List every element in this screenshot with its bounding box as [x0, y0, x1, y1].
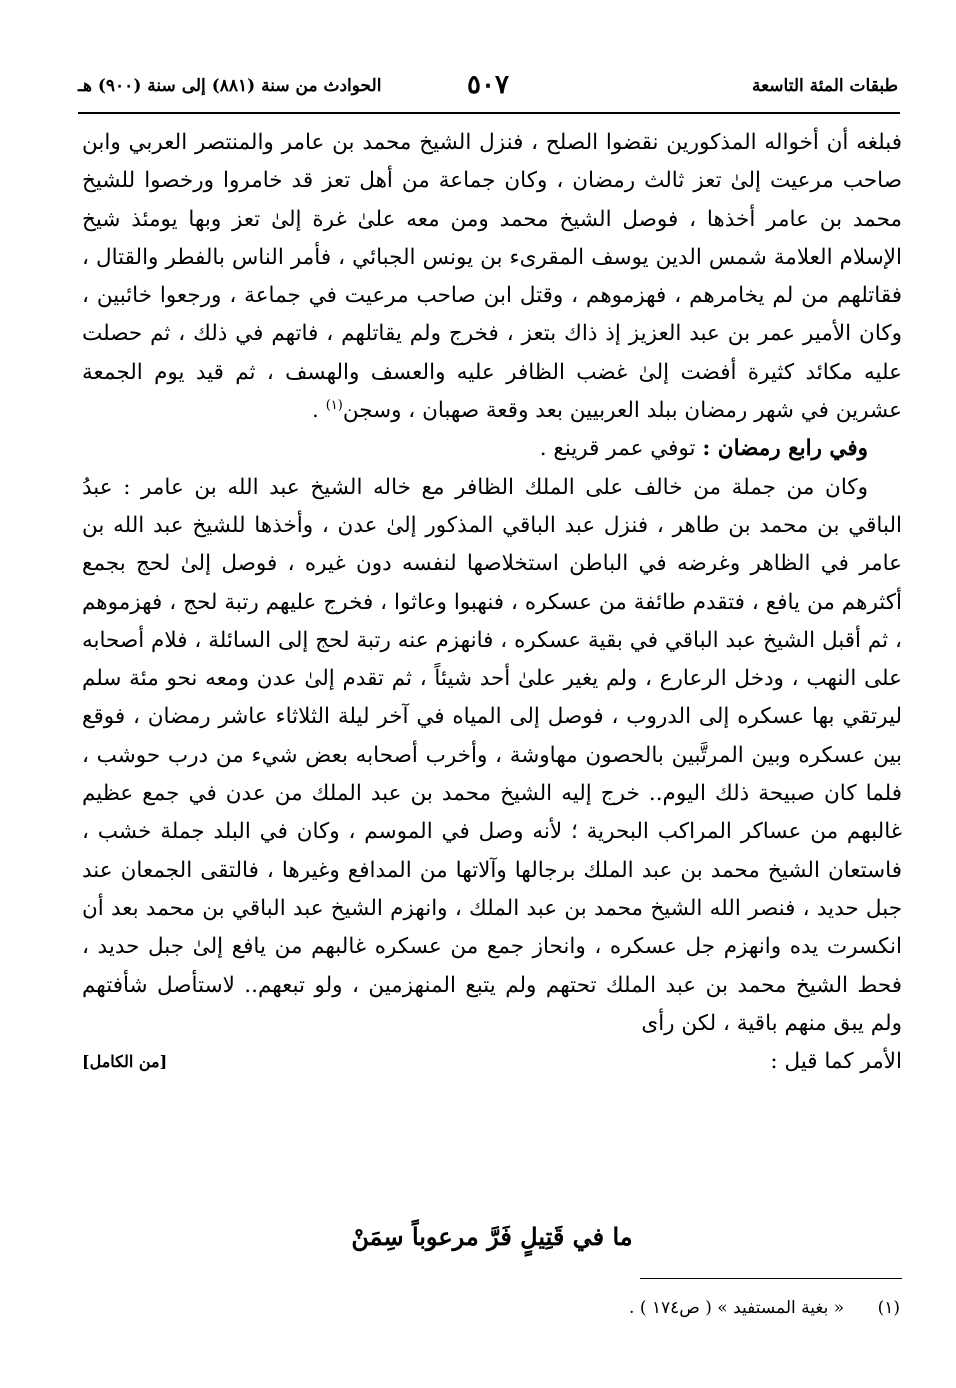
footnote-number: (١)	[877, 1298, 900, 1318]
paragraph: وكان من جملة من خالف على الملك الظافر مع خاله الشيخ عبد الله بن عامر : عبدُ الباقي بن محمد بن طاهر ، فنزل عبد الباقي المذكور إلىٰ عدن ، وأخذها للشيخ عبد الله بن عامر في الظاهر وغرضه في الباطن استخلاصها لنفسه دون غيره ، فوصل إلىٰ لحج بجمع أكثرهم من يافع ، فتقدم طائفة من عسكره ، فنهبوا وعاثوا ، فخرج عليهم رتبة لحج ، فهزموهم ، ثم أقبل الشيخ عبد الباقي في بقية عسكره ، فانهزم عنه رتبة لحج إلى السائلة ، فلام أصحابه على النهب ، ودخل الرعارع ، ولم يغير علىٰ أحد شيئاً ، ثم تقدم إلىٰ عدن ومعه نحو مئة سلم ليرتقي بها عسكره إلى الدروب ، فوصل إلى المياه في آخر ليلة الثلاثاء عاشر رمضان ، فوقع بين عسكره وبين المرتَّبين بالحصون مهاوشة ، وأخرب أصحابه بعض شيء من درب حوشب ، فلما كان صبيحة ذلك اليوم.. خرج إليه الشيخ محمد بن عبد الملك من عدن في جمع عظيم غالبهم من عساكر المراكب البحرية ؛ لأنه وصل في الموسم ، وكان في البلد جملة خشب ، فاستعان الشيخ محمد بن عبد الملك برجالها وآلاتها من المدافع وغيرها ، فالتقى الجمعان عند جبل حديد ، فنصر الله الشيخ محمد بن عبد الملك ، وانهزم الشيخ عبد الباقي بن محمد بعد أن انكسرت يده وانهزم جل عسكره ، وانحاز جمع من عسكره غالبهم من يافع إلىٰ جبل حديد ، فحط الشيخ محمد بن عبد الملك تحتهم ولم يتبع المنهزمين ، ولو تبعهم.. لاستأصل شأفتهم ولم يبق منهم باقية ، لكن رأى	[82, 474, 902, 1036]
poem-meter-label: [من الكامل]	[82, 1052, 168, 1072]
main-text	[82, 124, 902, 1081]
paragraph-text: توفي عمر قرينع .	[539, 436, 703, 462]
paragraph	[82, 124, 902, 430]
paragraph-text: فبلغه أن أخواله المذكورين نقضوا الصلح ، فنزل الشيخ محمد بن عامر والمنتصر العربي وابن صاحب مرعيت إلىٰ تعز ثالث رمضان ، وكان جماعة من أهل تعز قد خامروا ورخصوا للشيخ محمد بن عامر أخذها ، فوصل الشيخ محمد ومن معه علىٰ غرة إلىٰ تعز وبها يومئذ شيخ الإسلام العلامة شمس الدين يوسف المقرىء بن يونس الجبائي ، فأمر الناس بالفطر والقتال ، فقاتلهم من لم يخامرهم ، فهزموهم ، وقتل ابن صاحب مرعيت في جماعة ، ورجعوا خائبين ، وكان الأمير عمر بن عبد العزيز إذ ذاك بتعز ، فخرج ولم يقاتلهم ، فاتهم في ذلك ، ثم حصلت عليه مكائد كثيرة أفضت إلىٰ غضب الظافر عليه والعسف والهسف ، ثم قيد يوم الجمعة عشرين في شهر رمضان ببلد العربيين بعد وقعة صهبان ، وسجن	[82, 130, 902, 424]
poem-intro: الأمر كما قيل :	[770, 1049, 902, 1075]
footnote-divider	[640, 1278, 902, 1279]
footnote-text: « بغية المستفيد » ( ص١٧٤ ) .	[629, 1298, 845, 1318]
footnote	[629, 1298, 900, 1318]
page-number: ٥٠٧	[467, 70, 509, 100]
date-heading: وفي رابع رمضان :	[702, 436, 868, 462]
poem-verse: ما في قَتِيلٍ فَرَّ مرعوباً سِمَنْ	[351, 1222, 633, 1251]
footnote-marker: (١)	[325, 397, 343, 413]
paragraph	[82, 430, 902, 468]
header-divider	[78, 112, 900, 114]
running-header	[78, 72, 898, 108]
poem-intro-line	[82, 1043, 902, 1081]
header-book-title: طبقات المئة التاسعة	[751, 76, 898, 96]
header-chapter-title: الحوادث من سنة (٨٨١) إلى سنة (٩٠٠) هـ	[78, 76, 382, 96]
paragraph-end: .	[312, 398, 326, 424]
